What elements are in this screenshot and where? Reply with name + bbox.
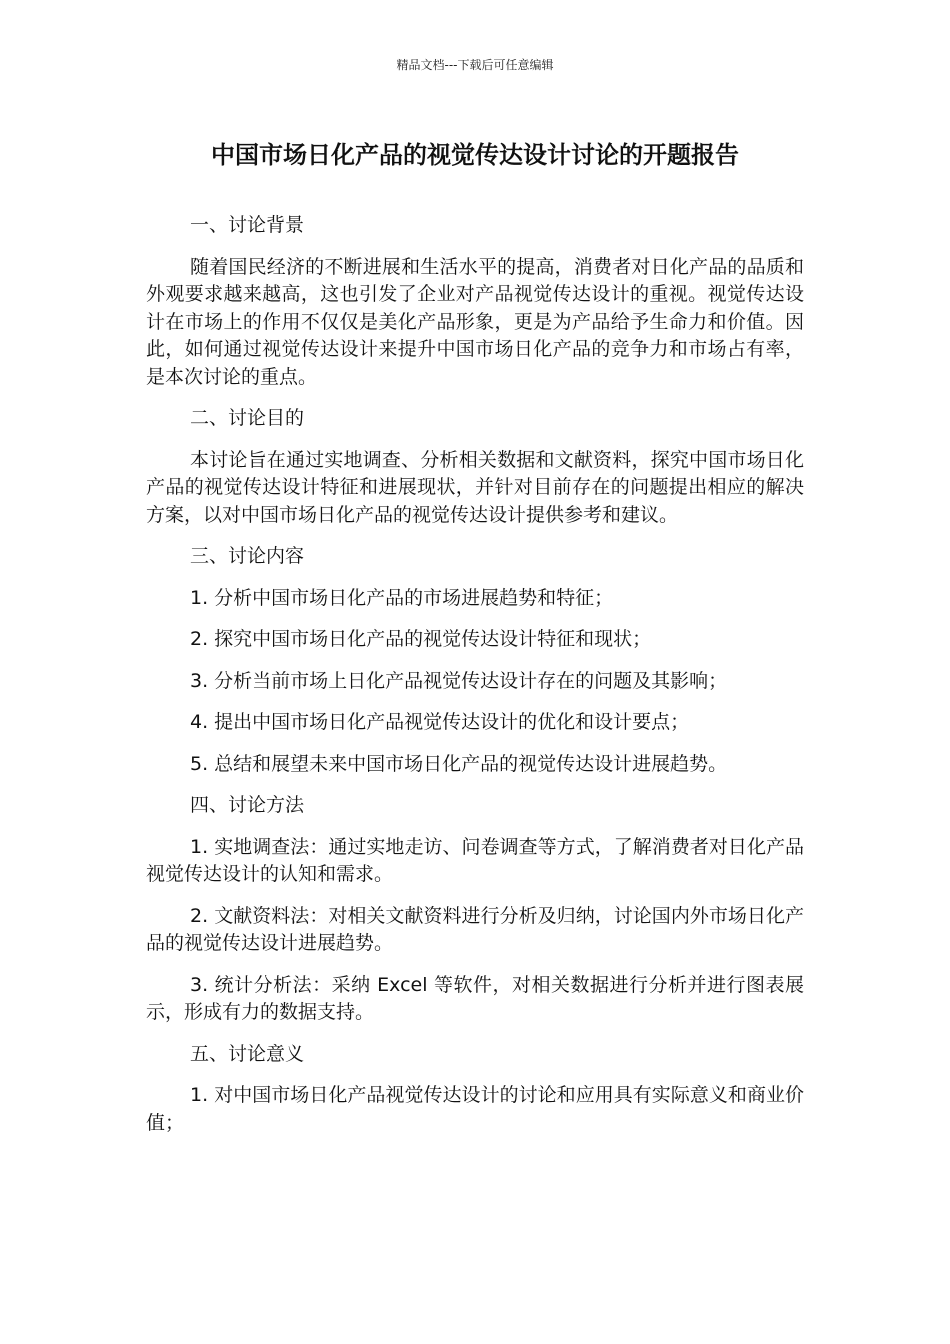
content-item-3: 3. 分析当前市场上日化产品视觉传达设计存在的问题及其影响； xyxy=(190,669,728,692)
section-heading-methods: 四、讨论方法 xyxy=(190,794,305,816)
section-heading-background: 一、讨论背景 xyxy=(190,214,305,236)
section-heading-content: 三、讨论内容 xyxy=(190,545,305,567)
content-item-1: 1. 分析中国市场日化产品的市场进展趋势和特征； xyxy=(190,586,614,609)
method-item-3: 3. 统计分析法：采纳 Excel 等软件，对相关数据进行分析并进行图表展示，形成有力的数据支持。 xyxy=(146,973,804,1023)
content-item-5: 5. 总结和展望未来中国市场日化产品的视觉传达设计进展趋势。 xyxy=(190,752,728,775)
method-item-1: 1. 实地调查法：通过实地走访、问卷调查等方式，了解消费者对日化产品视觉传达设计的认知和需求。 xyxy=(146,835,804,885)
document-title: 中国市场日化产品的视觉传达设计讨论的开题报告 xyxy=(211,141,739,169)
section-heading-purpose: 二、讨论目的 xyxy=(190,407,305,429)
background-paragraph: 随着国民经济的不断进展和生活水平的提高，消费者对日化产品的品质和外观要求越来越高，这也引发了企业对产品视觉传达设计的重视。视觉传达设计在市场上的作用不仅仅是美化产品形象，更是为产品给予生命力和价值。因此，如何通过视觉传达设计来提升中国市场日化产品的竞争力和市场占有率，是本次讨论的重点。 xyxy=(146,255,804,388)
content-item-4: 4. 提出中国市场日化产品视觉传达设计的优化和设计要点； xyxy=(190,711,690,733)
significance-item-1: 1. 对中国市场日化产品视觉传达设计的讨论和应用具有实际意义和商业价值； xyxy=(146,1084,804,1134)
section-heading-significance: 五、讨论意义 xyxy=(190,1042,305,1065)
purpose-paragraph: 本讨论旨在通过实地调查、分析相关数据和文献资料，探究中国市场日化产品的视觉传达设计特征和进展现状，并针对目前存在的问题提出相应的解决方案，以对中国市场日化产品的视觉传达设计提供参考和建议。 xyxy=(146,448,804,526)
method-item-2: 2. 文献资料法：对相关文献资料进行分析及归纳，讨论国内外市场日化产品的视觉传达设计进展趋势。 xyxy=(146,904,804,954)
document-body xyxy=(146,212,804,1151)
page-header: 精品文档---下载后可任意编辑 xyxy=(396,58,554,72)
content-item-2: 2. 探究中国市场日化产品的视觉传达设计特征和现状； xyxy=(190,628,652,650)
